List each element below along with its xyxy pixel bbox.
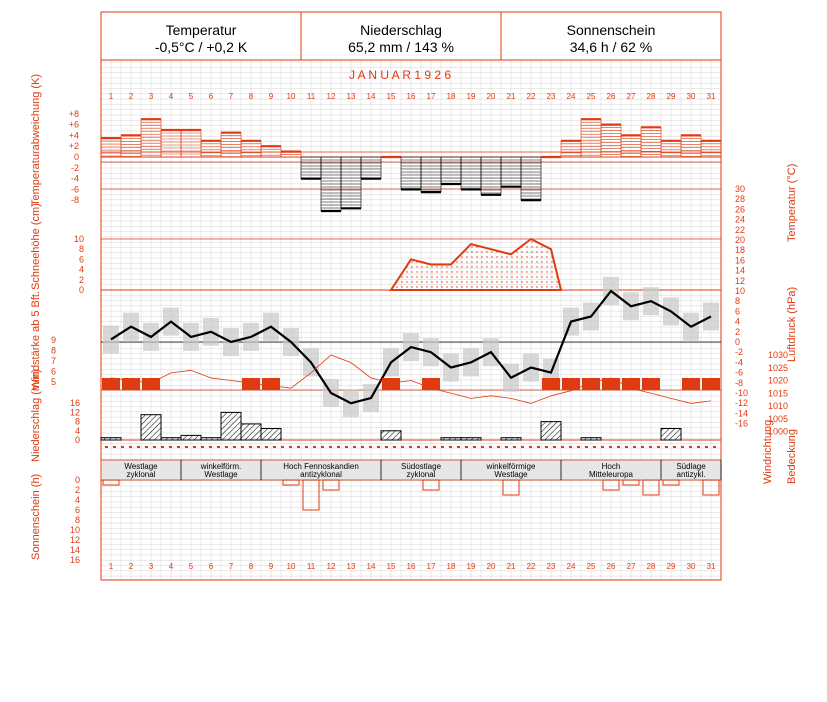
weather-type-line1: Südlage: [676, 462, 706, 471]
cloud-dash: [457, 446, 460, 448]
cloud-dash: [305, 446, 308, 448]
cloud-dash: [265, 446, 268, 448]
wind-tick: 8: [50, 345, 56, 356]
cloud-dash: [441, 446, 444, 448]
temperature-tick: 14: [735, 265, 746, 276]
cloud-dash: [241, 446, 244, 448]
day-label-top: 19: [466, 92, 476, 101]
temperature-tick: 4: [735, 316, 741, 327]
day-label-bottom: 14: [366, 562, 376, 571]
label-precip: Niederschlag (mm): [30, 369, 42, 462]
wind-tick: 6: [50, 366, 56, 377]
cloud-dash: [193, 446, 196, 448]
wind-bar: [582, 378, 600, 390]
label-wind-direction: Windrichtung: [762, 419, 774, 484]
cloud-dash: [153, 446, 156, 448]
weather-type-line2: Westlage: [204, 470, 238, 479]
weather-type-line1: Südostlage: [400, 462, 442, 471]
precip-bar: [161, 438, 181, 440]
temperature-tick: 8: [735, 296, 741, 307]
sun-tick: 2: [74, 485, 80, 495]
precip-bar: [261, 429, 281, 441]
day-label-top: 21: [506, 92, 516, 101]
day-label-top: 11: [306, 92, 316, 101]
day-label-bottom: 24: [566, 562, 576, 571]
label-wind: Windstärke ab 5 Bft.: [30, 290, 42, 390]
cloud-dash: [521, 446, 524, 448]
day-label-bottom: 18: [446, 562, 456, 571]
day-label-bottom: 17: [426, 562, 436, 571]
precip-bar: [201, 438, 221, 440]
cloud-dash: [553, 446, 556, 448]
cloud-dash: [105, 446, 108, 448]
cloud-dash: [545, 446, 548, 448]
label-pressure: Luftdruck (hPa): [786, 286, 798, 362]
pressure-tick: 1010: [768, 401, 789, 411]
weather-type-line2: antizykl.: [676, 470, 706, 479]
cloud-dash: [257, 446, 260, 448]
cloud-dash: [161, 446, 164, 448]
wind-tick: 5: [50, 377, 56, 387]
day-label-top: 31: [706, 92, 716, 101]
temperature-tick: -14: [735, 408, 749, 419]
cloud-dash: [289, 446, 292, 448]
cloud-dash: [185, 446, 188, 448]
day-label-top: 28: [646, 92, 656, 101]
sun-tick: 12: [69, 535, 80, 545]
temperature-tick: -16: [735, 418, 749, 429]
wind-bar: [122, 378, 140, 390]
pressure-tick: 1025: [768, 362, 789, 373]
day-label-bottom: 30: [686, 562, 696, 571]
cloud-dash: [585, 446, 588, 448]
day-label-top: 3: [148, 92, 154, 101]
day-label-top: 14: [366, 92, 376, 101]
sun-tick: 14: [69, 545, 80, 555]
label-cloud-cover: Bedeckung: [786, 428, 798, 484]
sun-tick: 16: [69, 555, 80, 565]
temp-dev-tick: -4: [70, 173, 79, 184]
precip-tick: 4: [74, 425, 80, 436]
pressure-tick: 1005: [768, 413, 789, 424]
day-label-bottom: 6: [208, 562, 214, 571]
precip-bar: [541, 422, 561, 440]
cloud-dash: [393, 446, 396, 448]
day-label-bottom: 31: [706, 562, 716, 571]
temp-title: Temperatur: [165, 22, 237, 38]
cloud-dash: [177, 446, 180, 448]
cloud-dash: [529, 446, 532, 448]
snow-tick: 2: [78, 274, 84, 285]
temp-dev-tick: -6: [70, 184, 79, 195]
day-label-top: 23: [546, 92, 556, 101]
snow-tick: 6: [78, 254, 84, 265]
wind-bar: [622, 378, 640, 390]
snow-area: [391, 239, 561, 290]
day-label-bottom: 25: [586, 562, 596, 571]
snow-tick: 10: [73, 234, 84, 244]
wind-bar: [562, 378, 580, 390]
day-label-top: 1: [108, 92, 114, 101]
temperature-tick: 16: [735, 255, 746, 266]
temp-dev-tick: +2: [68, 141, 79, 152]
cloud-dash: [569, 446, 572, 448]
precip-bar: [181, 435, 201, 440]
wind-bar: [242, 378, 260, 390]
day-label-top: 10: [286, 92, 296, 101]
precip-bar: [441, 438, 461, 440]
weather-type-line2: antizyklonal: [300, 470, 342, 479]
cloud-dash: [593, 446, 596, 448]
day-label-top: 7: [228, 92, 234, 101]
day-label-bottom: 5: [188, 562, 194, 571]
day-label-bottom: 21: [506, 562, 516, 571]
precip-tick: 12: [69, 407, 80, 418]
cloud-dash: [409, 446, 412, 448]
cloud-dash: [657, 446, 660, 448]
precip-tick: 8: [74, 416, 80, 427]
cloud-dash: [561, 446, 564, 448]
wind-bar: [602, 378, 620, 390]
cloud-dash: [169, 446, 172, 448]
temperature-tick: 28: [735, 194, 746, 205]
day-label-top: 22: [526, 92, 536, 101]
day-label-top: 27: [626, 92, 636, 101]
precip-bar: [241, 424, 261, 440]
wind-tick: 9: [50, 335, 56, 345]
cloud-dash: [625, 446, 628, 448]
precip-tick: 0: [74, 435, 80, 445]
cloud-dash: [401, 446, 404, 448]
cloud-dash: [273, 446, 276, 448]
temp-dev-tick: -8: [70, 195, 79, 206]
day-label-bottom: 19: [466, 562, 476, 571]
cloud-dash: [297, 446, 300, 448]
cloud-dash: [345, 446, 348, 448]
cloud-dash: [369, 446, 372, 448]
temperature-tick: 22: [735, 224, 746, 235]
precip-bar: [141, 415, 161, 440]
temperature-tick: 2: [735, 326, 741, 337]
day-label-top: 17: [426, 92, 436, 101]
cloud-dash: [233, 446, 236, 448]
pressure-tick: 1000: [768, 426, 789, 437]
cloud-dash: [489, 446, 492, 448]
cloud-dash: [689, 446, 692, 448]
wind-tick: 7: [50, 356, 56, 366]
temp-dev-tick: +6: [68, 119, 79, 130]
temperature-tick: -12: [735, 398, 749, 409]
day-label-bottom: 2: [128, 562, 134, 571]
cloud-dash: [249, 446, 252, 448]
day-label-bottom: 20: [486, 562, 496, 571]
day-label-top: 15: [386, 92, 396, 101]
label-temperature: Temperatur (°C): [786, 163, 798, 242]
day-label-top: 18: [446, 92, 456, 101]
day-label-top: 5: [188, 92, 194, 101]
cloud-dash: [313, 446, 316, 448]
sun-tick: 8: [74, 515, 80, 525]
temperature-tick: -8: [735, 377, 744, 388]
sun-value: 34,6 h / 62 %: [569, 39, 653, 55]
day-label-top: 24: [566, 92, 576, 101]
weather-type-line1: winkelförm.: [200, 462, 242, 471]
cloud-dash: [633, 446, 636, 448]
cloud-dash: [641, 446, 644, 448]
cloud-dash: [577, 446, 580, 448]
wind-bar: [102, 378, 120, 390]
cloud-dash: [225, 446, 228, 448]
cloud-dash: [705, 446, 708, 448]
pressure-tick: 1030: [768, 350, 789, 360]
month-title: J A N U A R 1 9 2 6: [348, 68, 452, 82]
cloud-dash: [137, 446, 140, 448]
day-label-top: 6: [208, 92, 214, 101]
temperature-tick: 0: [735, 337, 741, 347]
precip-bar: [661, 429, 681, 441]
cloud-dash: [617, 446, 620, 448]
cloud-dash: [673, 446, 676, 448]
cloud-dash: [681, 446, 684, 448]
day-label-top: 13: [346, 92, 356, 101]
cloud-dash: [433, 446, 436, 448]
weather-type-line2: Westlage: [494, 470, 528, 479]
cloud-dash: [497, 446, 500, 448]
weather-type-line2: zyklonal: [126, 470, 156, 479]
day-label-bottom: 7: [228, 562, 234, 571]
cloud-dash: [537, 446, 540, 448]
day-label-bottom: 27: [626, 562, 636, 571]
wind-bar: [682, 378, 700, 390]
precip-bar: [581, 438, 601, 440]
wind-bar: [382, 378, 400, 390]
temperature-tick: 6: [735, 306, 741, 317]
day-label-bottom: 10: [286, 562, 296, 571]
day-label-bottom: 8: [248, 562, 254, 571]
pressure-tick: 1015: [768, 388, 789, 399]
cloud-dash: [473, 446, 476, 448]
day-label-top: 16: [406, 92, 416, 101]
precip-bar: [381, 431, 401, 440]
cloud-dash: [201, 446, 204, 448]
weather-type-line1: Westlage: [124, 462, 158, 471]
temp-dev-tick: 0: [73, 152, 79, 162]
temperature-tick: 10: [735, 286, 746, 296]
day-label-bottom: 23: [546, 562, 556, 571]
day-label-bottom: 28: [646, 562, 656, 571]
temperature-tick: 30: [735, 184, 746, 194]
temperature-tick: -6: [735, 367, 744, 378]
cloud-dash: [217, 446, 220, 448]
cloud-dash: [321, 446, 324, 448]
cloud-dash: [385, 446, 388, 448]
cloud-dash: [377, 446, 380, 448]
cloud-dash: [505, 446, 508, 448]
cloud-dash: [649, 446, 652, 448]
temperature-tick: 12: [735, 275, 746, 286]
wind-bar: [422, 378, 440, 390]
precip-tick: 16: [69, 398, 80, 409]
day-label-bottom: 15: [386, 562, 396, 571]
temperature-tick: -2: [735, 347, 744, 358]
wind-bar: [702, 378, 720, 390]
cloud-dash: [601, 446, 604, 448]
day-label-bottom: 9: [268, 562, 274, 571]
day-label-bottom: 11: [306, 562, 316, 571]
cloud-dash: [121, 446, 124, 448]
precip-bar: [101, 438, 121, 440]
wind-bar: [262, 378, 280, 390]
day-label-top: 12: [326, 92, 336, 101]
cloud-dash: [417, 446, 420, 448]
temperature-tick: 24: [735, 214, 746, 225]
cloud-dash: [713, 446, 716, 448]
cloud-dash: [361, 446, 364, 448]
snow-tick: 4: [78, 264, 84, 275]
precip-bar: [501, 438, 521, 440]
snow-tick: 8: [78, 244, 84, 255]
cloud-dash: [329, 446, 332, 448]
precip-bar: [461, 438, 481, 440]
cloud-dash: [665, 446, 668, 448]
cloud-dash: [513, 446, 516, 448]
temperature-tick: 20: [735, 235, 746, 245]
label-sunshine: Sonnenschein (h): [30, 473, 42, 560]
temperature-tick: -4: [735, 357, 744, 368]
precip-bar: [221, 412, 241, 440]
sun-tick: 10: [69, 525, 80, 535]
day-label-top: 4: [168, 92, 174, 101]
label-temp-deviation: Temperaturabweichung (K): [30, 73, 42, 206]
weather-type-line2: Mitteleuropa: [588, 470, 634, 479]
sun-title: Sonnenschein: [566, 22, 656, 38]
cloud-dash: [609, 446, 612, 448]
temperature-tick: 18: [735, 245, 746, 256]
day-label-bottom: 22: [526, 562, 536, 571]
cloud-dash: [129, 446, 132, 448]
temp-value: -0,5°C / +0,2 K: [154, 39, 248, 55]
cloud-dash: [353, 446, 356, 448]
day-label-top: 2: [128, 92, 134, 101]
cloud-dash: [425, 446, 428, 448]
day-label-top: 9: [268, 92, 274, 101]
cloud-dash: [337, 446, 340, 448]
day-label-top: 25: [586, 92, 596, 101]
day-label-bottom: 13: [346, 562, 356, 571]
day-label-bottom: 12: [326, 562, 336, 571]
day-label-top: 29: [666, 92, 676, 101]
cloud-dash: [449, 446, 452, 448]
cloud-dash: [481, 446, 484, 448]
temp-dev-tick: +8: [68, 108, 79, 119]
day-label-bottom: 29: [666, 562, 676, 571]
wind-bar: [542, 378, 560, 390]
day-label-top: 26: [606, 92, 616, 101]
cloud-dash: [209, 446, 212, 448]
sun-tick: 0: [74, 475, 80, 485]
day-label-bottom: 1: [108, 562, 114, 571]
weather-type-line2: zyklonal: [406, 470, 436, 479]
sun-tick: 6: [74, 505, 80, 515]
pressure-tick: 1020: [768, 375, 789, 386]
weather-type-line1: winkelförmige: [486, 462, 536, 471]
day-label-bottom: 4: [168, 562, 174, 571]
day-label-top: 30: [686, 92, 696, 101]
snow-tick: 0: [78, 285, 84, 295]
temperature-tick: 26: [735, 204, 746, 215]
temperature-tick: -10: [735, 388, 749, 398]
cloud-dash: [697, 446, 700, 448]
temp-dev-tick: -2: [70, 162, 79, 173]
day-label-bottom: 3: [148, 562, 154, 571]
wind-bar: [142, 378, 160, 390]
temp-dev-tick: +4: [68, 130, 79, 141]
day-label-bottom: 26: [606, 562, 616, 571]
precip-value: 65,2 mm / 143 %: [348, 39, 454, 55]
day-label-top: 20: [486, 92, 496, 101]
label-snow: Schneehöhe (cm): [30, 203, 42, 290]
weather-type-line1: Hoch Fennoskandien: [283, 462, 359, 471]
day-label-top: 8: [248, 92, 254, 101]
cloud-dash: [145, 446, 148, 448]
sun-tick: 4: [74, 495, 80, 505]
cloud-dash: [281, 446, 284, 448]
day-label-bottom: 16: [406, 562, 416, 571]
cloud-dash: [465, 446, 468, 448]
weather-type-line1: Hoch: [601, 462, 621, 471]
cloud-dash: [113, 446, 116, 448]
wind-bar: [642, 378, 660, 390]
precip-title: Niederschlag: [360, 22, 442, 38]
